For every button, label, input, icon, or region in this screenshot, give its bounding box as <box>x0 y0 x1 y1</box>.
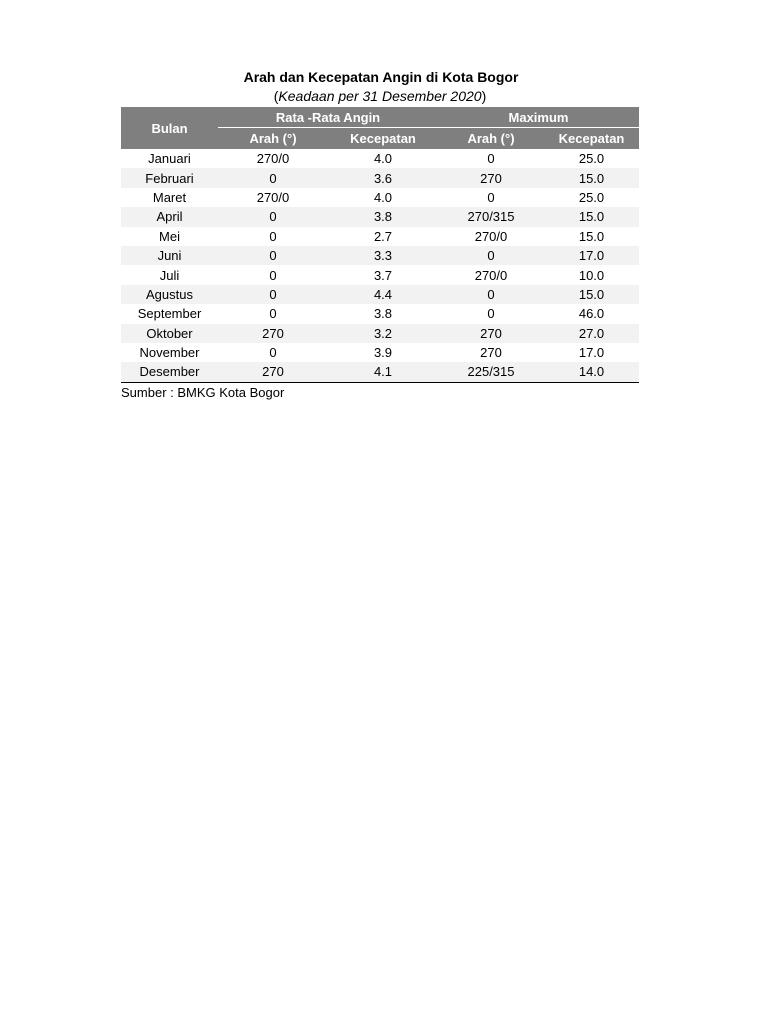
cell-max-direction: 0 <box>438 285 544 304</box>
cell-avg-direction: 0 <box>269 228 277 244</box>
cell-max-speed: 15.0 <box>544 168 639 187</box>
table-subtitle <box>121 87 639 107</box>
cell-avg-speed: 3.3 <box>328 246 438 265</box>
cell-max-speed: 15.0 <box>544 285 639 304</box>
cell-avg-speed: 3.7 <box>373 267 393 283</box>
cell-avg-speed: 3.8 <box>328 207 438 226</box>
cell-max-direction: 0 <box>487 151 495 167</box>
cell-max-direction: 270 <box>438 324 544 343</box>
cell-max-speed: 17.0 <box>544 246 639 265</box>
cell-max-direction: 270/315 <box>438 207 544 226</box>
cell-month: Agustus <box>121 285 218 304</box>
cell-avg-direction: 0 <box>269 267 277 283</box>
cell-avg-speed: 3.6 <box>328 168 438 187</box>
header-avg-speed: Kecepatan <box>328 128 438 150</box>
cell-avg-speed: 4.0 <box>373 189 393 205</box>
cell-avg-direction: 270/0 <box>256 189 290 205</box>
cell-max-speed: 27.0 <box>544 324 639 343</box>
cell-max-direction: 270/0 <box>474 267 508 283</box>
cell-month: November <box>139 345 200 361</box>
subtitle-close-paren: ) <box>481 88 487 104</box>
cell-avg-speed: 4.0 <box>373 151 393 167</box>
cell-max-speed: 25.0 <box>578 151 605 167</box>
cell-month: Desember <box>121 362 218 382</box>
table-row <box>121 343 639 362</box>
cell-max-direction: 225/315 <box>438 362 544 382</box>
cell-max-speed: 14.0 <box>544 362 639 382</box>
cell-month: Mei <box>159 228 180 244</box>
cell-max-speed: 17.0 <box>578 345 605 361</box>
cell-month: Juli <box>159 267 180 283</box>
cell-max-speed: 15.0 <box>544 207 639 226</box>
cell-month: April <box>121 207 218 226</box>
header-group-maximum: Maximum <box>438 107 639 128</box>
cell-avg-direction: 270/0 <box>256 151 290 167</box>
cell-max-direction: 270 <box>438 168 544 187</box>
cell-month: Januari <box>148 151 191 167</box>
cell-month: Juni <box>121 246 218 265</box>
cell-avg-direction: 270 <box>218 324 328 343</box>
table-row <box>121 265 639 284</box>
header-month: Bulan <box>121 107 218 149</box>
cell-max-direction: 270 <box>480 345 502 361</box>
table-row <box>121 168 639 187</box>
table-row <box>121 227 639 246</box>
cell-month: Maret <box>152 189 187 205</box>
cell-month: Oktober <box>121 324 218 343</box>
cell-avg-direction: 270 <box>218 362 328 382</box>
table-row <box>121 285 639 304</box>
cell-max-direction: 0 <box>487 189 495 205</box>
cell-avg-direction: 0 <box>218 168 328 187</box>
cell-avg-direction: 0 <box>218 246 328 265</box>
cell-max-speed: 15.0 <box>578 228 605 244</box>
cell-max-direction: 0 <box>487 306 495 322</box>
cell-max-speed: 10.0 <box>578 267 605 283</box>
table-row <box>121 188 639 207</box>
cell-avg-direction: 0 <box>218 285 328 304</box>
table-row <box>121 362 639 382</box>
header-max-speed: Kecepatan <box>544 128 639 150</box>
cell-max-direction: 270/0 <box>474 228 508 244</box>
table-header <box>121 107 639 149</box>
header-avg-direction: Arah (°) <box>218 128 328 150</box>
subtitle-text: Keadaan per 31 Desember 2020 <box>278 88 482 104</box>
table-row <box>121 149 639 168</box>
cell-month: September <box>137 306 202 322</box>
cell-avg-speed: 2.7 <box>373 228 393 244</box>
cell-avg-speed: 3.8 <box>373 306 393 322</box>
table-row <box>121 207 639 226</box>
wind-table <box>121 107 639 383</box>
cell-avg-speed: 3.2 <box>328 324 438 343</box>
cell-avg-speed: 4.4 <box>328 285 438 304</box>
table-row <box>121 304 639 323</box>
cell-avg-speed: 3.9 <box>373 345 393 361</box>
cell-avg-direction: 0 <box>218 207 328 226</box>
cell-month: Februari <box>121 168 218 187</box>
subtitle-open-paren: ( <box>273 88 279 104</box>
cell-max-direction: 0 <box>438 246 544 265</box>
table-title: Arah dan Kecepatan Angin di Kota Bogor <box>243 69 519 85</box>
source-note: Sumber : BMKG Kota Bogor <box>121 384 285 400</box>
header-group-average: Rata -Rata Angin <box>218 107 438 128</box>
cell-avg-direction: 0 <box>269 345 277 361</box>
table-row <box>121 246 639 265</box>
cell-max-speed: 25.0 <box>578 189 605 205</box>
document <box>121 68 639 402</box>
table-row <box>121 324 639 343</box>
header-max-direction: Arah (°) <box>438 128 544 150</box>
cell-max-speed: 46.0 <box>578 306 605 322</box>
table-body <box>121 149 639 382</box>
cell-avg-speed: 4.1 <box>328 362 438 382</box>
cell-avg-direction: 0 <box>269 306 277 322</box>
